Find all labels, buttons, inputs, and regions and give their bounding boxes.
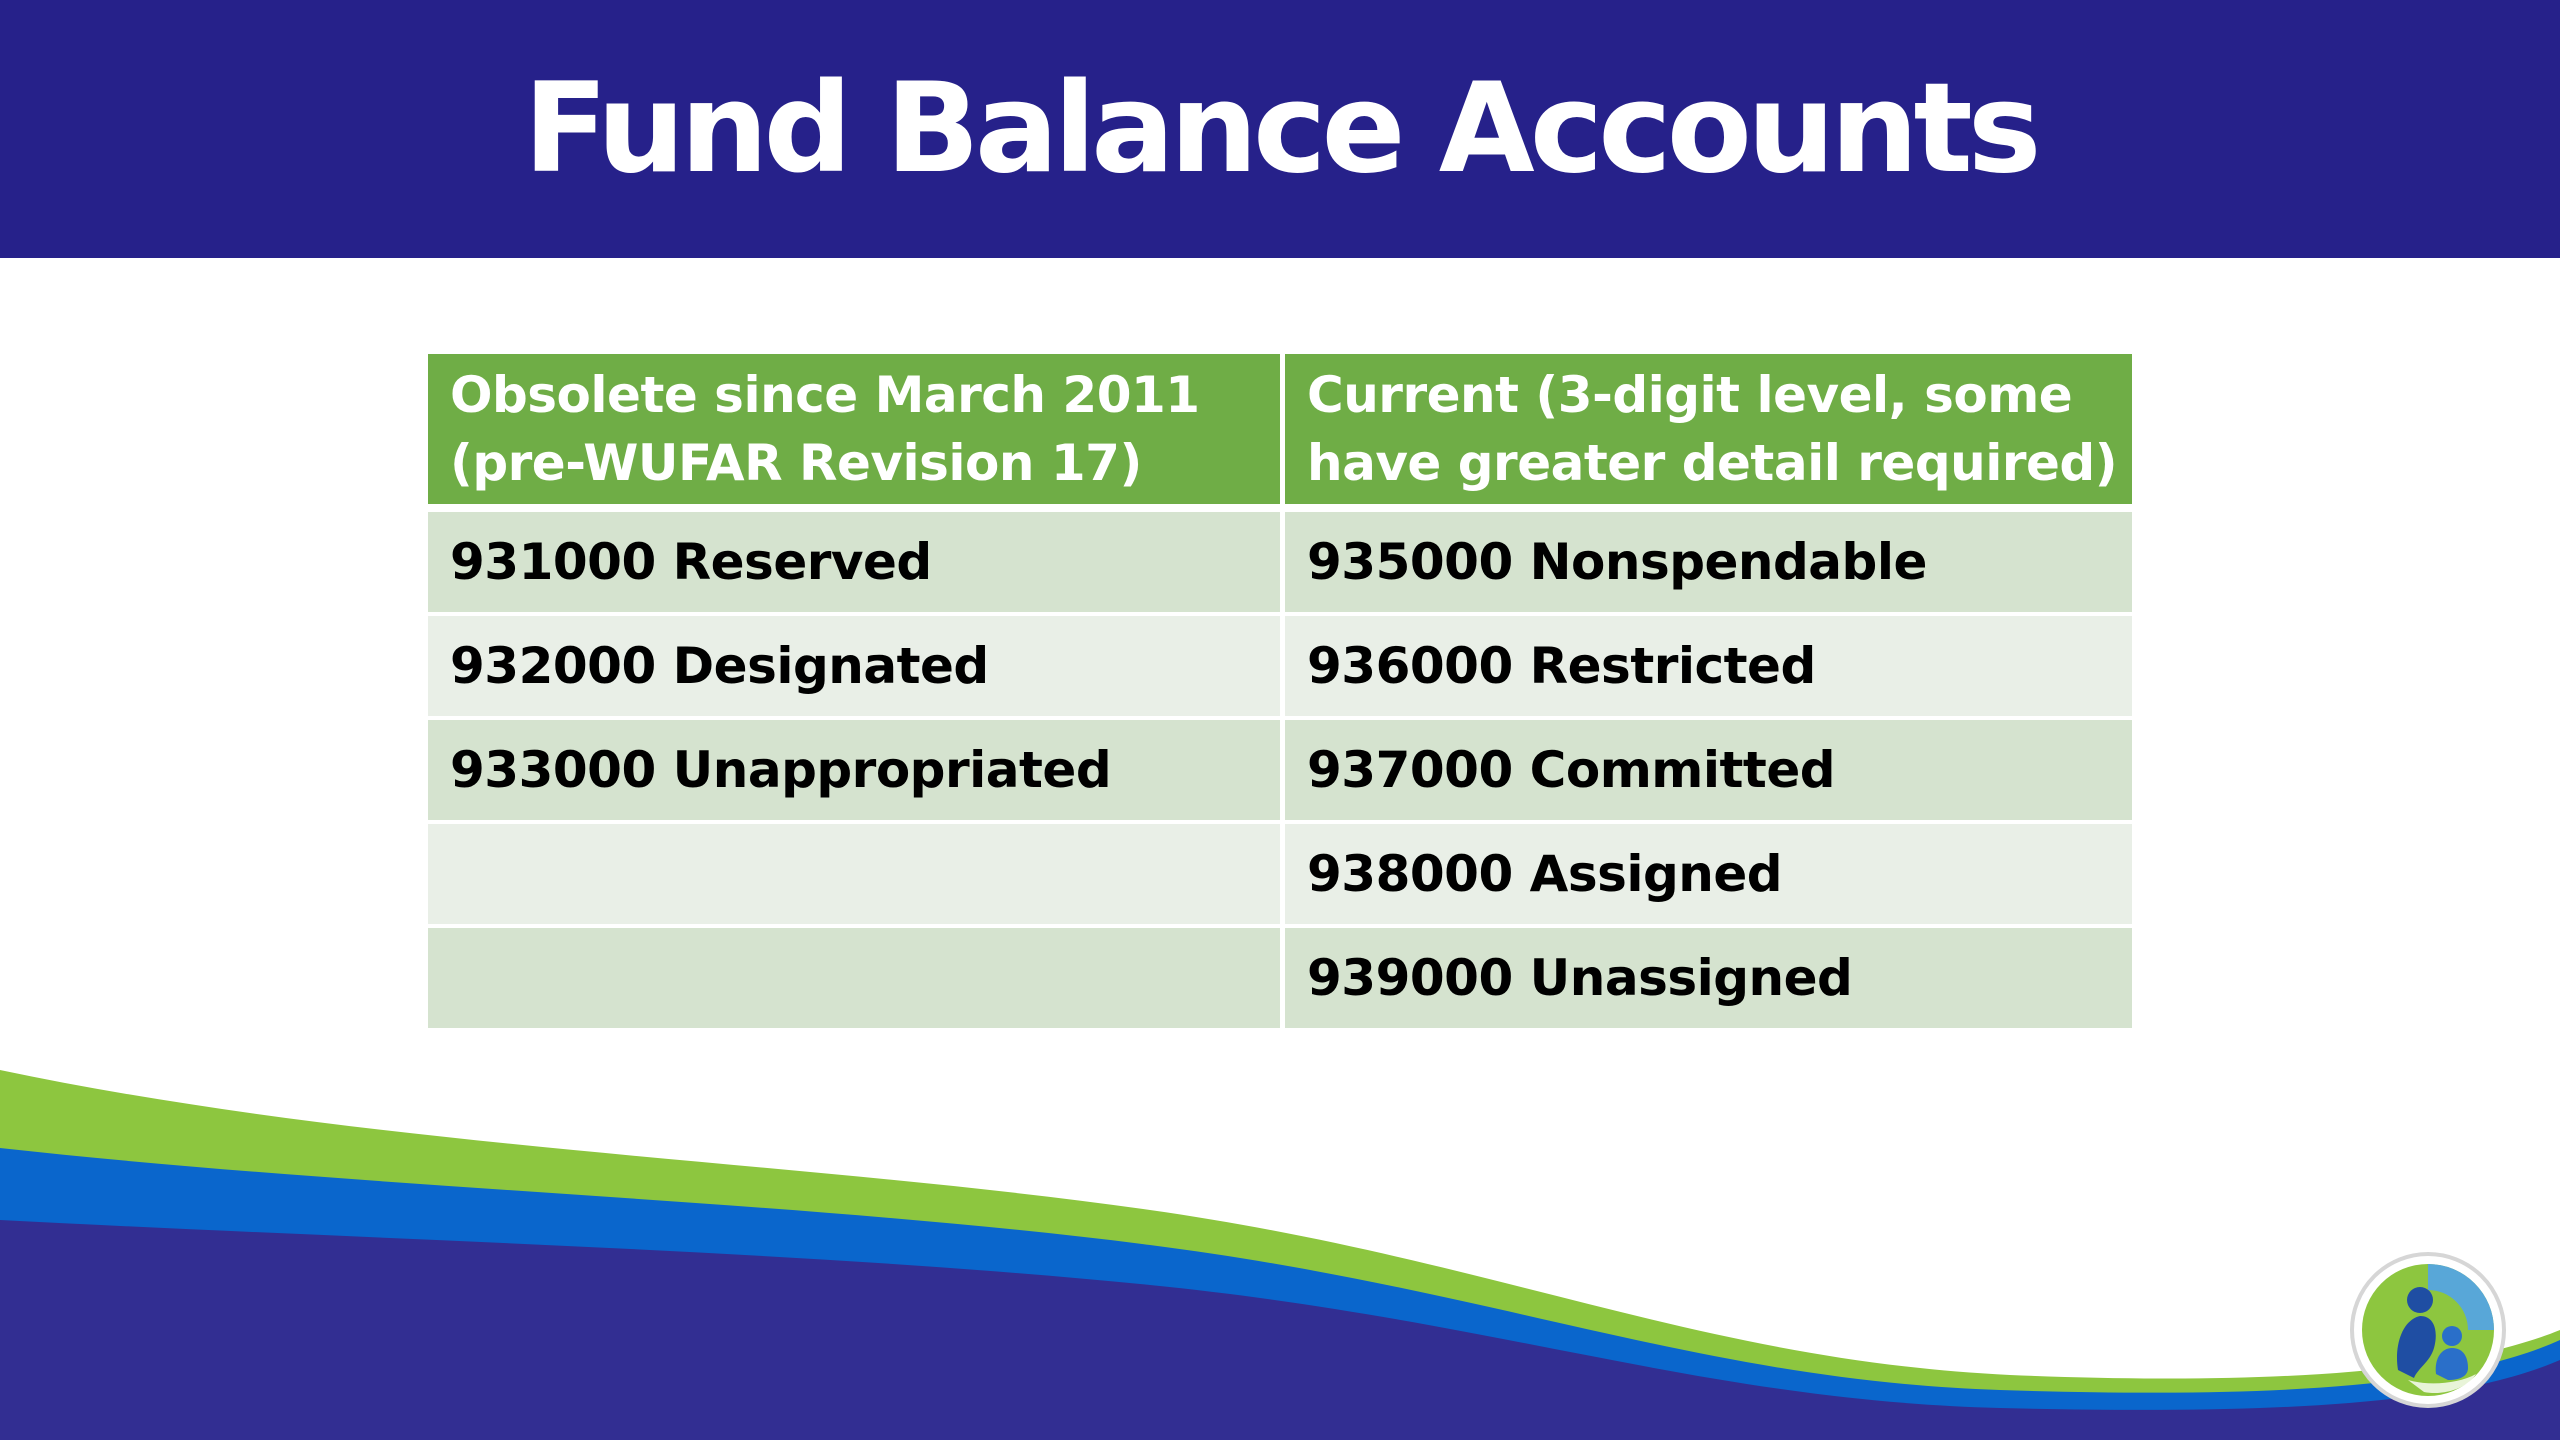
- header-obsolete-line-2: (pre-WUFAR Revision 17): [450, 434, 1142, 492]
- table-row: [428, 512, 2132, 616]
- title-bar: [0, 0, 2560, 258]
- obsolete-cell: 931000 Reserved: [428, 512, 1280, 616]
- header-obsolete: [428, 354, 1280, 512]
- table-row: [428, 616, 2132, 720]
- current-cell: 935000 Nonspendable: [1280, 512, 2132, 616]
- family-logo-icon: [2348, 1250, 2508, 1410]
- slide-title: Fund Balance Accounts: [523, 57, 2037, 201]
- obsolete-cell: 932000 Designated: [428, 616, 1280, 720]
- header-obsolete-line-1: Obsolete since March 2011: [450, 366, 1200, 424]
- table-row: [428, 824, 2132, 928]
- obsolete-cell: [428, 824, 1280, 928]
- obsolete-cell: 933000 Unappropriated: [428, 720, 1280, 824]
- current-cell: 936000 Restricted: [1280, 616, 2132, 720]
- table-row: [428, 928, 2132, 1032]
- fund-balance-table: [428, 354, 2132, 1032]
- table-header-row: [428, 354, 2132, 512]
- obsolete-cell: [428, 928, 1280, 1032]
- header-current: [1280, 354, 2132, 512]
- current-cell: 939000 Unassigned: [1280, 928, 2132, 1032]
- header-current-line-2: have greater detail required): [1307, 434, 2118, 492]
- current-cell: 938000 Assigned: [1280, 824, 2132, 928]
- header-current-line-1: Current (3-digit level, some: [1307, 366, 2073, 424]
- table-row: [428, 720, 2132, 824]
- footer-wave: [0, 1040, 2560, 1440]
- current-cell: 937000 Committed: [1280, 720, 2132, 824]
